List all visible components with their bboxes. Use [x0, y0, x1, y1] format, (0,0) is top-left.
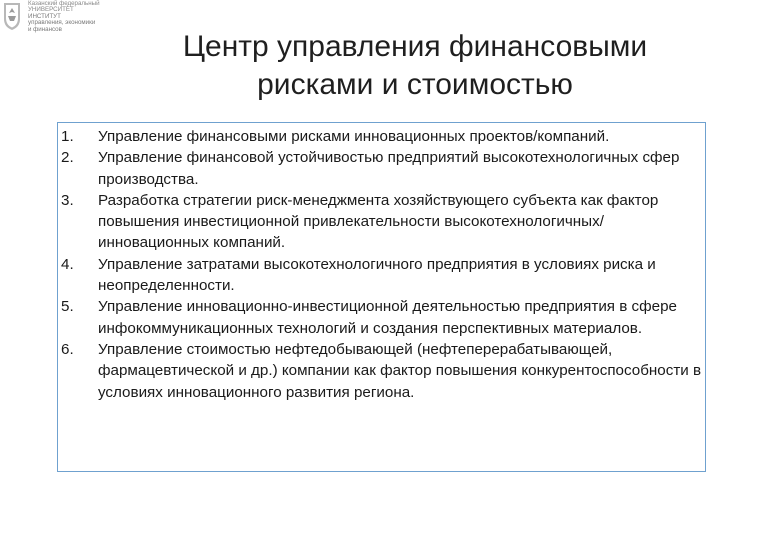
item-number: 3. [61, 191, 74, 209]
page-title: Центр управления финансовыми рисками и стоимостью [182, 30, 648, 101]
list-item [58, 254, 705, 297]
logo-line: Казанский федеральный [28, 0, 100, 7]
item-text: Управление финансовой устойчивостью предприятий высокотехнологичных сфер производства. [98, 149, 680, 188]
item-text: Управление финансовыми рисками инновационных проектов/компаний. [98, 128, 610, 145]
item-text: Управление затратами высокотехнологичного предприятия в условиях риска и неопределенности. [98, 255, 656, 295]
item-number: 5. [61, 298, 74, 316]
item-text: Управление инновационно-инвестиционной деятельностью предприятия в сфере инфокоммуникационных технологий и создания перспективных материалов. [98, 298, 677, 337]
logo-line: управления, экономики [28, 19, 96, 27]
item-number: 4. [61, 255, 74, 273]
list-item [58, 147, 705, 190]
item-number: 6. [61, 340, 74, 358]
list-item [58, 190, 705, 254]
list-item [58, 339, 705, 403]
content-box [57, 122, 706, 472]
item-text: Разработка стратегии риск-менеджмента хозяйствующего субъекта как фактор повышения инвестиционной привлекательности высокотехнологичных/ инновационных компаний. [98, 191, 659, 252]
logo-text [28, 1, 100, 33]
university-logo [2, 1, 100, 33]
logo-line: УНИВЕРСИТЕТ [28, 6, 74, 14]
item-text: Управление стоимостью нефтедобывающей (нефтеперерабатывающей, фармацевтической и др.) компании как фактор повышения конкурентоспособности в условиях инновационного развития региона. [98, 340, 702, 401]
logo-line: ИНСТИТУТ [28, 12, 61, 20]
topics-list [58, 126, 705, 403]
university-emblem-icon [2, 1, 22, 31]
item-number: 1. [61, 128, 74, 145]
list-item [58, 296, 705, 339]
logo-line: и финансов [28, 25, 62, 33]
list-item [58, 126, 705, 147]
item-number: 2. [61, 149, 74, 167]
